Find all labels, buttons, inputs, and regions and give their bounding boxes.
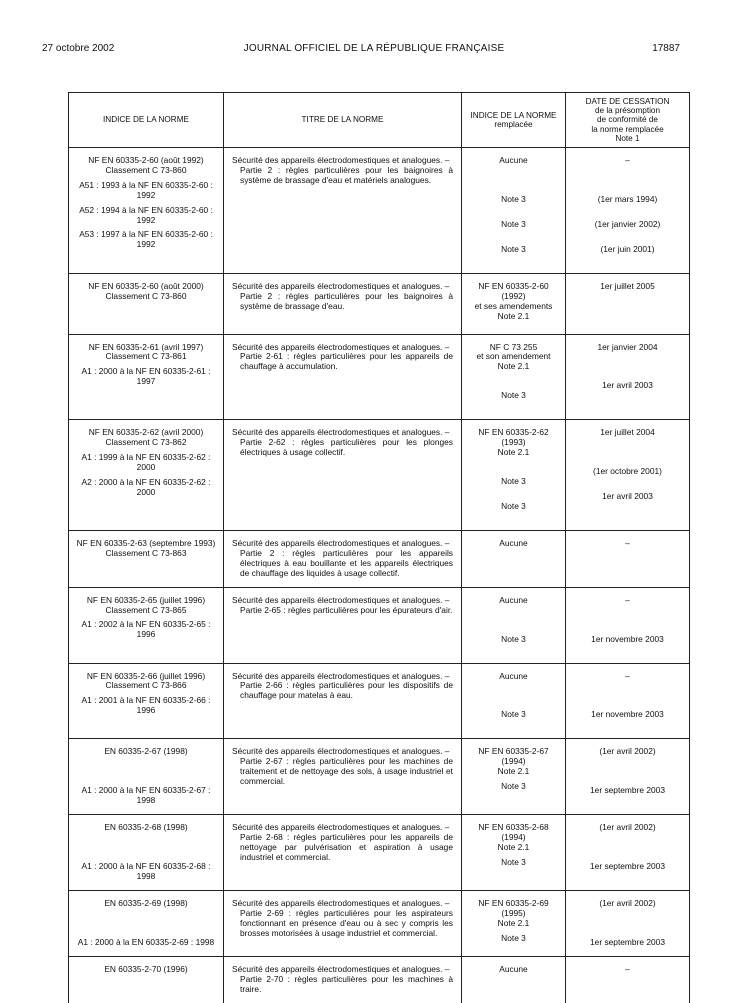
cell-titre (224, 957, 462, 1003)
amendment-index (73, 367, 219, 387)
cessation-date (570, 539, 685, 549)
cessation-date (570, 596, 685, 606)
col-header-indice (69, 93, 224, 148)
table-row (69, 663, 690, 739)
amendment-replaced: Note 3 (501, 193, 526, 204)
norme-line: Classement C 73-866 (105, 680, 187, 691)
amendment-replaced: Note 3 (501, 633, 526, 644)
replaced-line: Note 2.1 (497, 310, 530, 321)
cell-date (566, 957, 690, 1003)
cell-date (566, 420, 690, 531)
replaced-line: Note 2.1 (497, 361, 530, 372)
table-row (69, 273, 690, 334)
replaced-line: et ses amendements (474, 300, 553, 311)
title-part: Partie 2-69 : règles particulières pour les aspirateurs fonctionnant en présence d'eau ou à sec y compris les brosses motorisées à usage industriel et commercial. (240, 908, 453, 938)
norme-line: NF EN 60335-2-63 (septembre 1993) (76, 537, 216, 548)
title-line: Sécurité des appareils électrodomestiques et analogues. – (232, 280, 450, 291)
cell-indice (69, 891, 224, 957)
date-line: (1er avril 2002) (599, 822, 656, 833)
norme-line: NF EN 60335-2-66 (juillet 1996) (86, 670, 206, 681)
cell-remplacee (462, 148, 566, 274)
title-line: Sécurité des appareils électrodomestiques et analogues. – (232, 427, 450, 438)
norme-line: Classement C 73-861 (105, 351, 187, 362)
table-row (69, 530, 690, 587)
norme-line: Classement C 73-862 (105, 437, 187, 448)
amend-spacer (466, 462, 561, 472)
cell-titre (224, 420, 462, 531)
col-header-line: INDICE DE LA NORME (103, 115, 189, 125)
norme-line: NF EN 60335-2-62 (avril 2000) (88, 427, 204, 438)
col-header-line: remplacée (494, 120, 533, 129)
amendment-line: A1 : 2000 à la NF EN 60335-2-67 : (81, 785, 211, 796)
date-line: – (625, 155, 630, 165)
cell-date (566, 530, 690, 587)
title-line: Sécurité des appareils électrodomestiques et analogues. – (232, 594, 450, 605)
cell-remplacee (462, 739, 566, 815)
replaced-line: Aucune (499, 155, 528, 165)
replaced-norm (466, 539, 561, 549)
amend-spacer (570, 685, 685, 705)
replaced-line: Note 2.1 (497, 842, 530, 853)
cell-indice (69, 530, 224, 587)
amendment-line: A53 : 1997 à la NF EN 60335-2-60 : (79, 229, 213, 240)
table-row (69, 420, 690, 531)
replaced-line: et son amendement (476, 351, 551, 362)
title-line: Sécurité des appareils électrodomestiques et analogues. – (232, 964, 450, 975)
title-line: Sécurité des appareils électrodomestiques et analogues. – (232, 155, 450, 165)
cessation-date (570, 282, 685, 292)
cell-indice (69, 815, 224, 891)
amendment-index (73, 620, 219, 640)
table-header-row (69, 93, 690, 148)
date-line: (1er avril 2002) (599, 898, 656, 909)
norms-table (68, 92, 690, 1003)
amendment-date: 1er septembre 2003 (590, 785, 665, 796)
cell-indice (69, 334, 224, 420)
cell-date (566, 663, 690, 739)
cell-remplacee (462, 663, 566, 739)
amendment-index (73, 453, 219, 473)
amend-spacer (466, 685, 561, 705)
cell-remplacee (462, 420, 566, 531)
amend-spacer (570, 913, 685, 933)
norme-title (228, 156, 457, 186)
replaced-line: (1993) (501, 437, 526, 448)
amendment-index (73, 478, 219, 498)
amendment-line: 1997 (136, 376, 156, 387)
cell-date (566, 334, 690, 420)
cell-remplacee (462, 334, 566, 420)
cessation-date (570, 965, 685, 975)
amendment-line: 2000 (136, 461, 156, 472)
norme-index (73, 156, 219, 176)
amendment-date: 1er novembre 2003 (591, 633, 664, 644)
cessation-date (570, 823, 685, 833)
replaced-line: Aucune (499, 594, 528, 605)
replaced-line: NF EN 60335-2-60 (478, 280, 549, 291)
title-part: Partie 2-65 : règles particulières pour les épurateurs d'air. (240, 604, 453, 615)
norme-line: Classement C 73-860 (105, 290, 187, 301)
col-header-remplacee (462, 93, 566, 148)
title-part: Partie 2-66 : règles particulières pour les dispositifs de chauffage pour matelas à eau. (240, 680, 453, 701)
amendment-line: A52 : 1994 à la NF EN 60335-2-60 : (79, 204, 213, 215)
amendment-line: A1 : 2001 à la NF EN 60335-2-66 : (81, 695, 211, 706)
col-header-line: Note 1 (615, 133, 640, 143)
amend-spacer (570, 837, 685, 857)
amend-spacer (570, 170, 685, 190)
norme-line: NF EN 60335-2-65 (juillet 1996) (86, 594, 206, 605)
norme-line: Classement C 73-863 (105, 547, 187, 558)
amendment-line: 1996 (136, 705, 156, 716)
replaced-norm (466, 965, 561, 975)
title-line: Sécurité des appareils électrodomestiques et analogues. – (232, 822, 450, 833)
cell-date (566, 815, 690, 891)
amendment-line: 1992 (136, 239, 156, 250)
amendment-index (73, 786, 219, 806)
replaced-line: Note 2.1 (497, 447, 530, 458)
cell-remplacee (462, 891, 566, 957)
amendment-date: 1er septembre 2003 (590, 937, 665, 948)
replaced-norm (466, 747, 561, 777)
amendment-line: 1998 (136, 871, 156, 882)
date-line: 1er juillet 2004 (600, 427, 655, 438)
amendment-date: (1er mars 1994) (597, 193, 658, 204)
norme-line: EN 60335-2-70 (1996) (104, 964, 188, 975)
norme-index (73, 899, 219, 909)
amendment-index (73, 938, 219, 948)
replaced-line: NF EN 60335-2-69 (478, 898, 549, 909)
title-part: Partie 2-70 : règles particulières pour les machines à traire. (240, 974, 453, 994)
cell-titre (224, 334, 462, 420)
amendment-index (73, 862, 219, 882)
amend-spacer (570, 761, 685, 781)
title-line: Sécurité des appareils électrodomestiques et analogues. – (232, 670, 450, 681)
replaced-line: Aucune (499, 537, 528, 548)
replaced-norm (466, 596, 561, 606)
amend-spacer (73, 837, 219, 857)
amendment-index (73, 696, 219, 716)
title-part: Partie 2-68 : règles particulières pour les appareils de nettoyage par pulvérisation et aspiration à usage industriel et commercial. (240, 832, 453, 863)
replaced-line: (1994) (501, 832, 526, 843)
norme-index (73, 428, 219, 448)
amendment-replaced: Note 3 (501, 218, 526, 229)
cessation-date (570, 343, 685, 353)
amend-spacer (570, 442, 685, 462)
amendment-replaced: Note 3 (501, 500, 526, 511)
norme-title (228, 823, 457, 863)
amend-spacer (73, 913, 219, 933)
date-line: – (625, 594, 630, 605)
title-part: Partie 2 : règles particulières pour les appareils électriques à eau bouillante et les appareils électriques de chauffage des liquides à usage collectif. (240, 547, 453, 578)
norme-title (228, 747, 457, 787)
amendment-line: A1 : 2000 à la EN 60335-2-69 : 1998 (77, 937, 215, 948)
replaced-norm (466, 899, 561, 929)
table-row (69, 334, 690, 420)
cell-titre (224, 663, 462, 739)
amendment-index (73, 181, 219, 201)
norme-line: NF EN 60335-2-61 (avril 1997) (88, 341, 204, 352)
cell-date (566, 891, 690, 957)
norme-index (73, 672, 219, 692)
title-part: Partie 2 : règles particulières pour les baignoires à système de brassage d'eau. (240, 290, 453, 311)
amendment-replaced: Note 3 (501, 475, 526, 486)
amendment-replaced: Note 3 (501, 390, 526, 401)
amendment-line: 1992 (136, 214, 156, 225)
replaced-norm (466, 672, 561, 682)
cell-indice (69, 148, 224, 274)
title-part: Partie 2-61 : règles particulières pour les appareils de chauffage à accumulation. (240, 351, 453, 372)
norme-line: Classement C 73-865 (105, 604, 187, 615)
col-header-line: INDICE DE LA NORME (470, 110, 557, 120)
replaced-line: NF EN 60335-2-68 (478, 822, 549, 833)
amendment-replaced: Note 3 (501, 932, 526, 943)
title-line: Sécurité des appareils électrodomestiques et analogues. – (232, 898, 450, 909)
amendment-replaced: Note 3 (501, 243, 526, 254)
cell-date (566, 587, 690, 663)
cell-titre (224, 815, 462, 891)
norme-index (73, 965, 219, 975)
cell-titre (224, 587, 462, 663)
cell-indice (69, 663, 224, 739)
replaced-line: Aucune (499, 964, 528, 975)
col-header-titre (224, 93, 462, 148)
cessation-date (570, 428, 685, 438)
table-row (69, 957, 690, 1003)
cell-indice (69, 420, 224, 531)
title-line: Sécurité des appareils électrodomestiques et analogues. – (232, 746, 450, 757)
norme-index (73, 539, 219, 559)
cessation-date (570, 747, 685, 757)
amend-spacer (73, 761, 219, 781)
replaced-line: (1992) (501, 290, 526, 301)
norme-index (73, 823, 219, 833)
title-part: Partie 2 : règles particulières pour les baignoires à système de brassage d'eau et matériels analogues. (240, 164, 453, 185)
replaced-norm (466, 282, 561, 322)
amend-spacer (466, 376, 561, 386)
amendment-line: A1 : 2002 à la NF EN 60335-2-65 : (81, 619, 211, 630)
cell-indice (69, 957, 224, 1003)
table-row (69, 739, 690, 815)
date-line: 1er juillet 2005 (600, 280, 655, 291)
table-row (69, 891, 690, 957)
col-header-line: TITRE DE LA NORME (301, 115, 384, 125)
cell-remplacee (462, 957, 566, 1003)
replaced-line: NF C 73 255 (489, 341, 538, 352)
amendment-date: (1er juin 2001) (600, 243, 655, 254)
title-part: Partie 2-67 : règles particulières pour les machines de traitement et de nettoyage des sols, à usage industriel et commercial. (240, 756, 453, 787)
cell-remplacee (462, 273, 566, 334)
norme-index (73, 596, 219, 616)
amend-spacer (570, 356, 685, 376)
replaced-norm (466, 343, 561, 373)
table-row (69, 587, 690, 663)
table-body (69, 148, 690, 1003)
col-header-line: DATE DE CESSATION (585, 97, 670, 107)
cell-remplacee (462, 815, 566, 891)
replaced-line: Note 2.1 (497, 766, 530, 777)
cell-date (566, 273, 690, 334)
amendment-line: A1 : 2000 à la NF EN 60335-2-61 : (81, 366, 211, 377)
amendment-line: A1 : 1999 à la NF EN 60335-2-62 : (81, 452, 211, 463)
page-number: 17887 (652, 43, 680, 54)
norme-line: Classement C 73-860 (105, 164, 187, 175)
replaced-line: (1995) (501, 908, 526, 919)
cell-date (566, 739, 690, 815)
title-line: Sécurité des appareils électrodomestiques et analogues. – (232, 537, 450, 548)
date-line: – (625, 964, 630, 975)
amendment-line: 2000 (136, 486, 156, 497)
norme-line: EN 60335-2-69 (1998) (104, 898, 188, 909)
date-line: 1er janvier 2004 (597, 341, 658, 352)
norme-title (228, 343, 457, 373)
cell-titre (224, 148, 462, 274)
norme-line: NF EN 60335-2-60 (août 1992) (88, 155, 204, 165)
col-header-date-cessation (566, 93, 690, 148)
norme-index (73, 282, 219, 302)
amend-spacer (466, 170, 561, 190)
col-header-line: la norme remplacée (591, 124, 664, 134)
cell-titre (224, 273, 462, 334)
cessation-date (570, 156, 685, 166)
amendment-line: 1996 (136, 629, 156, 640)
norme-index (73, 747, 219, 757)
amendment-index (73, 206, 219, 226)
replaced-line: Aucune (499, 670, 528, 681)
norme-title (228, 539, 457, 579)
cell-indice (69, 587, 224, 663)
amendment-replaced: Note 3 (501, 857, 526, 868)
amendment-date: (1er janvier 2002) (594, 218, 661, 229)
norme-line: NF EN 60335-2-60 (août 2000) (88, 280, 204, 291)
cell-titre (224, 891, 462, 957)
title-part: Partie 2-62 : règles particulières pour les plonges électriques à usage collectif. (240, 437, 453, 458)
cell-indice (69, 739, 224, 815)
cell-titre (224, 739, 462, 815)
norme-title (228, 596, 457, 616)
amend-spacer (466, 610, 561, 630)
date-line: – (625, 537, 630, 548)
norme-title (228, 428, 457, 458)
amendment-replaced: Note 3 (501, 709, 526, 720)
norme-title (228, 282, 457, 312)
amendment-line: 1998 (136, 795, 156, 806)
norme-index (73, 343, 219, 363)
cell-indice (69, 273, 224, 334)
replaced-line: (1994) (501, 756, 526, 767)
cessation-date (570, 899, 685, 909)
replaced-line: Note 2.1 (497, 918, 530, 929)
date-line: (1er avril 2002) (599, 746, 656, 757)
cell-remplacee (462, 530, 566, 587)
amend-spacer (570, 610, 685, 630)
amendment-date: 1er avril 2003 (602, 491, 653, 502)
cell-remplacee (462, 587, 566, 663)
amendment-index (73, 230, 219, 250)
norme-title (228, 672, 457, 702)
amendment-line: 1992 (136, 189, 156, 200)
replaced-norm (466, 156, 561, 166)
cell-date (566, 148, 690, 274)
amendment-line: A1 : 2000 à la NF EN 60335-2-68 : (81, 861, 211, 872)
cell-titre (224, 530, 462, 587)
replaced-norm (466, 428, 561, 458)
norme-title (228, 965, 457, 995)
amendment-replaced: Note 3 (501, 781, 526, 792)
title-line: Sécurité des appareils électrodomestiques et analogues. – (232, 341, 450, 352)
col-header-line: de la présomption (594, 106, 661, 116)
table-row (69, 148, 690, 274)
amendment-date: 1er avril 2003 (602, 380, 653, 391)
amendment-line: A51 : 1993 à la NF EN 60335-2-60 : (79, 179, 213, 190)
amendment-line: A2 : 2000 à la NF EN 60335-2-62 : (81, 476, 211, 487)
replaced-line: NF EN 60335-2-67 (478, 746, 549, 757)
amendment-date: (1er octobre 2001) (593, 466, 662, 477)
norme-title (228, 899, 457, 939)
header-date: 27 octobre 2002 (42, 43, 115, 54)
table-row (69, 815, 690, 891)
date-line: – (625, 670, 630, 681)
amendment-date: 1er novembre 2003 (591, 709, 664, 720)
cessation-date (570, 672, 685, 682)
norme-line: EN 60335-2-67 (1998) (104, 746, 188, 757)
replaced-norm (466, 823, 561, 853)
col-header-line: de conformité de (597, 115, 658, 125)
replaced-line: NF EN 60335-2-62 (478, 427, 549, 438)
amendment-date: 1er septembre 2003 (590, 861, 665, 872)
journal-title: JOURNAL OFFICIEL DE LA RÉPUBLIQUE FRANÇAISE (243, 43, 505, 54)
norme-line: EN 60335-2-68 (1998) (104, 822, 188, 833)
